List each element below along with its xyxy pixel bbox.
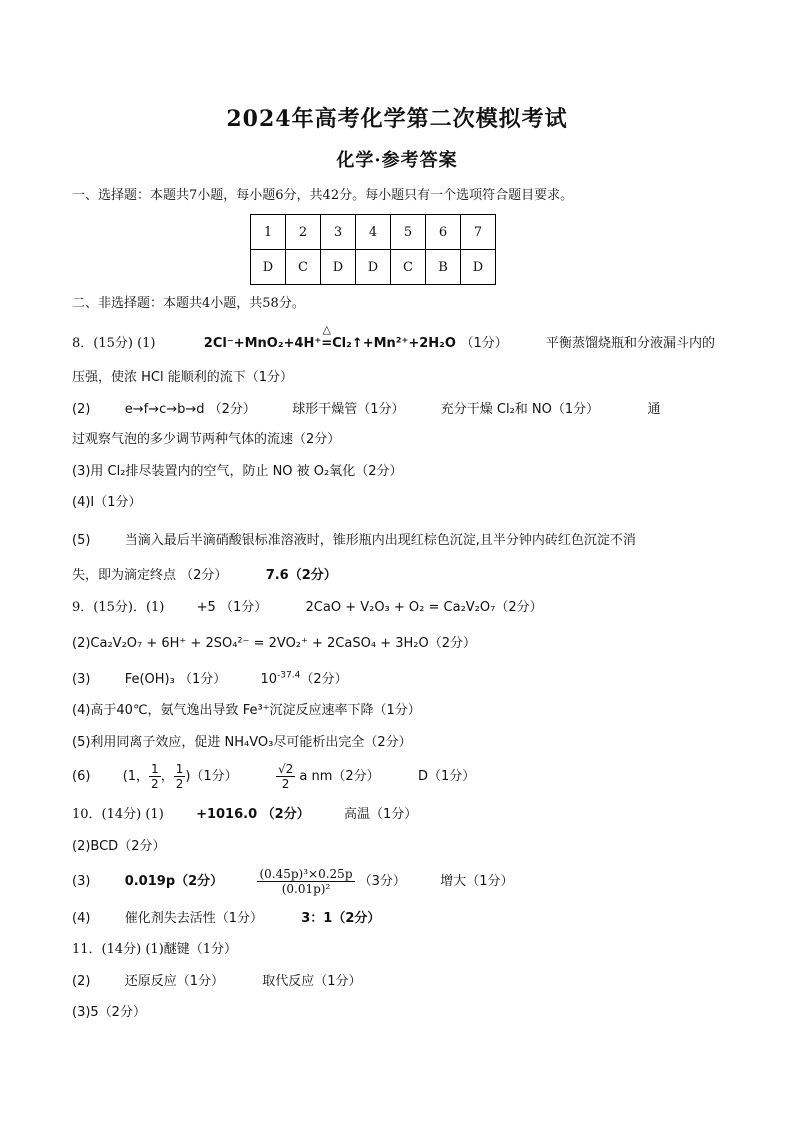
q11-part2 bbox=[72, 972, 362, 992]
q8-part2-line2: 过观察气泡的多少调节两种气体的流速（2分） bbox=[72, 432, 341, 447]
q11-part2-a: 还原反应（1分） bbox=[124, 974, 224, 989]
q11-part2-b: 取代反应（1分） bbox=[262, 974, 362, 989]
q8-part5-text: 当滴入最后半滴硝酸银标准溶液时，锥形瓶内出现红棕色沉淀,且半分钟内砖红色沉淀不消 bbox=[124, 533, 636, 548]
table-cell: 6 bbox=[426, 215, 461, 250]
q10-part3-c: 增大（1分） bbox=[440, 874, 514, 889]
frac-den: 2 bbox=[151, 777, 159, 791]
q9-line1 bbox=[72, 598, 543, 618]
q8-reason1: 平衡蒸馏烧瓶和分液漏斗内的 bbox=[546, 336, 716, 351]
q9-part6-d: D（1分） bbox=[417, 769, 476, 784]
q10-lead: 10．(14分) (1) bbox=[72, 807, 164, 822]
frac-num: 1 bbox=[175, 762, 184, 776]
table-cell: B bbox=[426, 250, 461, 285]
q8-part2-tube: 球形干燥管（1分） bbox=[292, 402, 405, 417]
q8-part5-line2 bbox=[72, 566, 337, 586]
heat-condition: △ bbox=[322, 323, 331, 336]
q9-part5: (5)利用同离子效应，促进 NH₄VO₃尽可能析出完全（2分） bbox=[72, 735, 412, 750]
q8-part5 bbox=[72, 531, 636, 551]
q11-line1: 11．(14分) (1)醚键（1分） bbox=[72, 942, 238, 957]
q10-part1-value: +1016.0 （2分） bbox=[196, 807, 310, 822]
q10-part3-frac-points: （3分） bbox=[358, 874, 406, 889]
distance-unit: a nm（2分） bbox=[299, 769, 380, 784]
q9-part1-equation: 2CaO + V₂O₃ + O₂ = Ca₂V₂O₇（2分） bbox=[305, 600, 543, 615]
frac-num: 1 bbox=[151, 762, 159, 776]
kp-fraction bbox=[257, 867, 354, 896]
table-cell: 3 bbox=[321, 215, 356, 250]
coordinate-open: (1， bbox=[122, 769, 150, 784]
table-cell: D bbox=[461, 250, 496, 285]
coordinate-close: )（1分） bbox=[185, 769, 238, 784]
frac-num: (0.45p)³×0.25p bbox=[259, 867, 353, 881]
fraction-root2 bbox=[276, 762, 295, 791]
table-row-numbers bbox=[251, 215, 496, 250]
q9-part6 bbox=[72, 762, 475, 792]
equation-equals: △ = bbox=[321, 334, 332, 354]
equation-right: Cl₂↑+Mn²⁺+2H₂O bbox=[332, 336, 456, 351]
q10-line1 bbox=[72, 805, 417, 825]
q10-part4 bbox=[72, 909, 380, 929]
table-cell: 5 bbox=[391, 215, 426, 250]
q9-part3 bbox=[72, 670, 348, 690]
q9-part4: (4)高于40℃，氨气逸出导致 Fe³⁺沉淀反应速率下降（1分） bbox=[72, 703, 421, 718]
q11-part3: (3)5（2分） bbox=[72, 1005, 146, 1020]
table-cell: C bbox=[391, 250, 426, 285]
page-subtitle: 化学·参考答案 bbox=[336, 150, 458, 171]
q8-lead: 8．(15分) (1) bbox=[72, 336, 156, 351]
q10-part3-no: (3) bbox=[72, 874, 91, 889]
choice-answer-table bbox=[250, 214, 496, 285]
q8-part5-no: (5) bbox=[72, 533, 91, 548]
q8-part5-line2-text: 失，即为滴定终点 （2分） bbox=[72, 568, 228, 583]
q9-part2: (2)Ca₂V₂O₇ + 6H⁺ + 2SO₄²⁻ = 2VO₂⁺ + 2CaSO₄ + 3H₂O（2分） bbox=[72, 636, 476, 651]
q8-part4: (4)I（1分） bbox=[72, 495, 142, 510]
q8-part2-tong: 通 bbox=[647, 402, 661, 417]
q8-part2-no: (2) bbox=[72, 402, 91, 417]
page-title: 2024年高考化学第二次模拟考试 bbox=[226, 106, 568, 132]
table-cell: 4 bbox=[356, 215, 391, 250]
q8-part3: (3)用 Cl₂排尽装置内的空气，防止 NO 被 O₂氧化（2分） bbox=[72, 464, 403, 479]
q10-part3 bbox=[72, 865, 513, 899]
table-cell: C bbox=[286, 250, 321, 285]
q9-part3-a: Fe(OH)₃ （1分） bbox=[124, 672, 227, 687]
table-cell: D bbox=[251, 250, 286, 285]
q9-part6-no: (6) bbox=[72, 769, 91, 784]
equation-left: 2Cl⁻+MnO₂+4H⁺ bbox=[203, 336, 322, 351]
q10-part1-condition: 高温（1分） bbox=[343, 807, 418, 822]
q10-part3-a: 0.019p（2分） bbox=[124, 874, 224, 889]
q8-equation bbox=[203, 323, 461, 351]
table-row-answers bbox=[251, 250, 496, 285]
frac-den: (0.01p)² bbox=[281, 882, 331, 896]
q9-lead: 9．(15分)．(1) bbox=[72, 600, 165, 615]
q8-part2-order: e→f→c→b→d （2分） bbox=[124, 402, 256, 417]
frac-num: √2 bbox=[277, 762, 294, 776]
ksp-base: 10 bbox=[260, 672, 278, 687]
q8-line1 bbox=[72, 323, 716, 354]
coordinate-sep: ， bbox=[160, 769, 174, 784]
q10-part4-b: 3：1（2分） bbox=[301, 911, 381, 926]
ksp-points: （2分） bbox=[300, 672, 348, 687]
section2-heading: 二、非选择题：本题共4小题，共58分。 bbox=[72, 296, 305, 311]
frac-den: 2 bbox=[281, 777, 290, 791]
table-cell: 7 bbox=[461, 215, 496, 250]
q8-part5-value: 7.6（2分） bbox=[265, 568, 337, 583]
q10-part4-no: (4) bbox=[72, 911, 91, 926]
fraction-half bbox=[149, 762, 161, 791]
q8-part2 bbox=[72, 400, 660, 420]
q9-part3-b bbox=[261, 672, 348, 687]
q8-points1: （1分） bbox=[460, 336, 508, 351]
table-cell: 1 bbox=[251, 215, 286, 250]
q9-part3-no: (3) bbox=[72, 672, 91, 687]
table-cell: D bbox=[321, 250, 356, 285]
ksp-exponent: -37.4 bbox=[277, 670, 301, 681]
q10-part2: (2)BCD（2分） bbox=[72, 839, 166, 854]
frac-den: 2 bbox=[175, 777, 184, 791]
fraction-half bbox=[174, 762, 186, 791]
table-cell: 2 bbox=[286, 215, 321, 250]
q10-part4-a: 催化剂失去活性（1分） bbox=[124, 911, 263, 926]
table-cell: D bbox=[356, 250, 391, 285]
section1-heading: 一、选择题：本题共7小题，每小题6分，共42分。每小题只有一个选项符合题目要求。 bbox=[72, 188, 574, 203]
q8-part2-dry: 充分干燥 Cl₂和 NO（1分） bbox=[440, 402, 600, 417]
q8-line2: 压强，使浓 HCl 能顺利的流下（1分） bbox=[72, 370, 294, 385]
q9-part1-value: +5 （1分） bbox=[196, 600, 268, 615]
q11-part2-no: (2) bbox=[72, 974, 91, 989]
